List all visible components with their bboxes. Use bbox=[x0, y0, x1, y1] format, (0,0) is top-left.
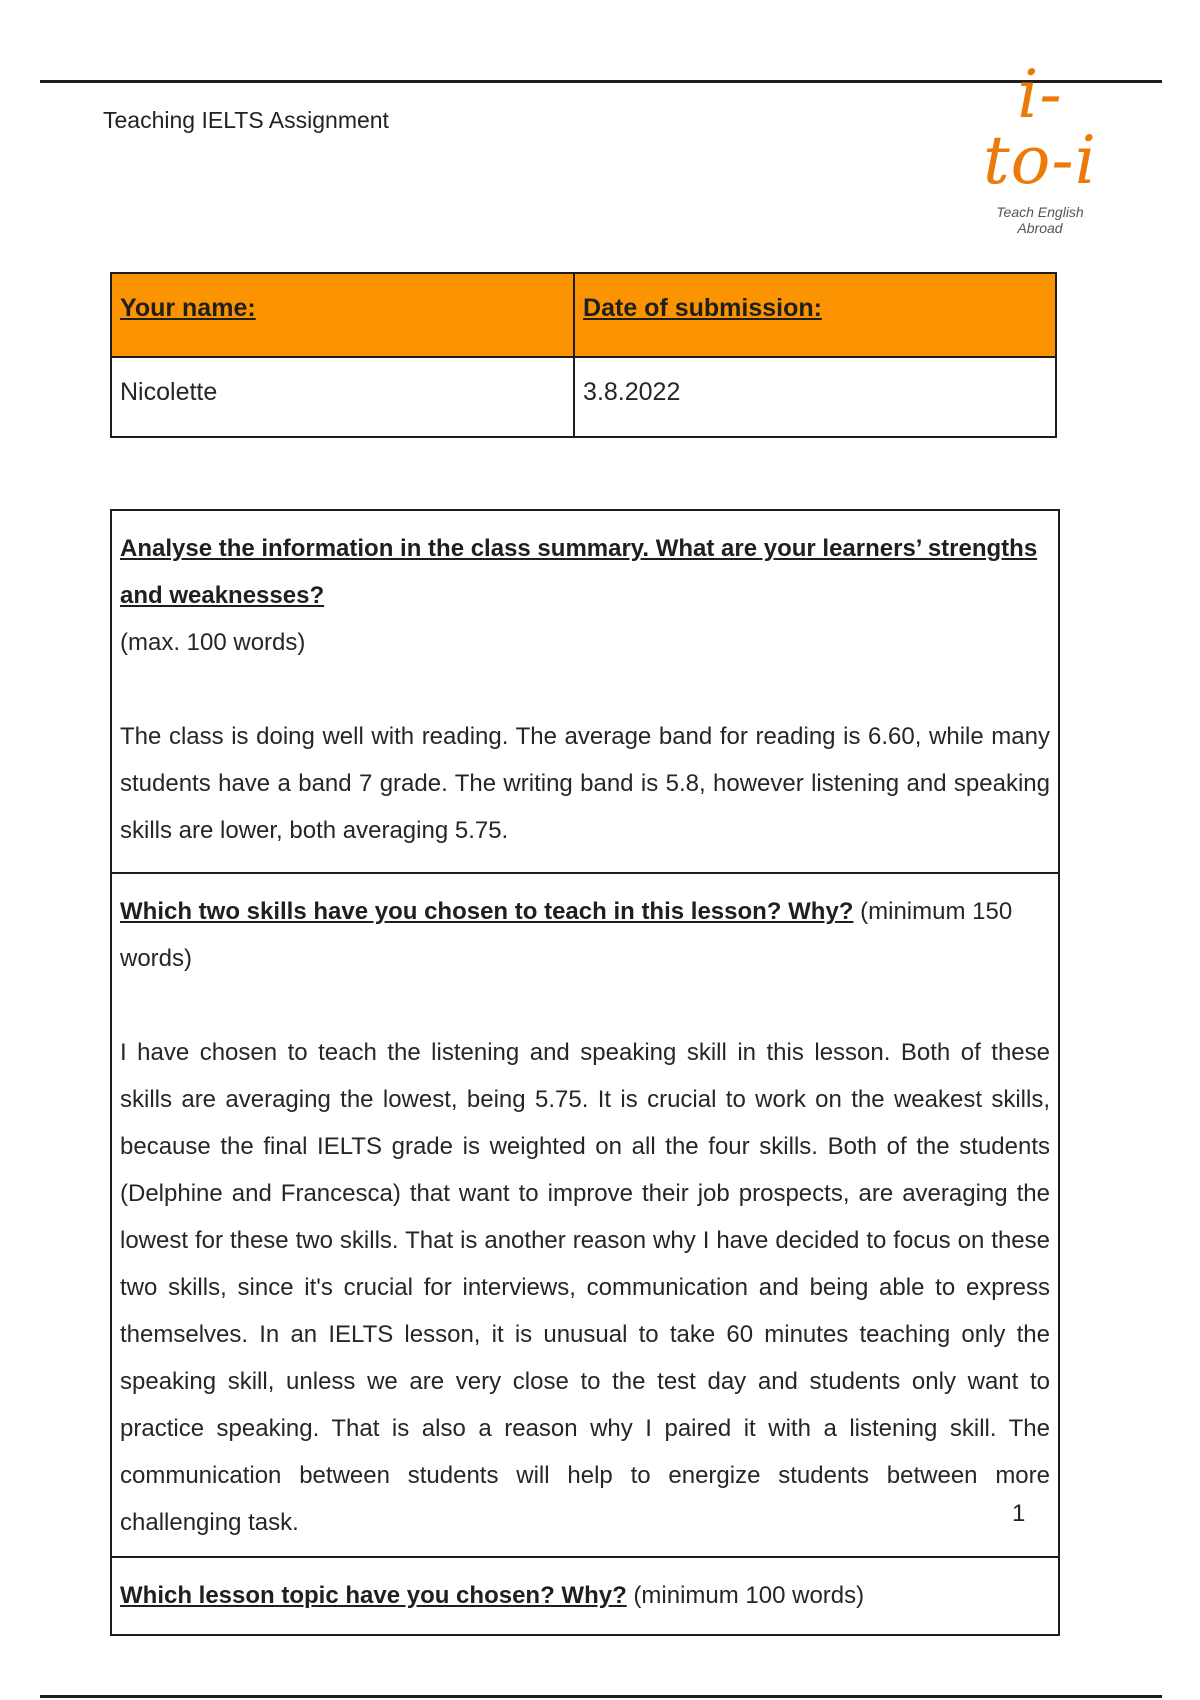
logo-tagline: Teach English Abroad bbox=[996, 204, 1084, 236]
question-2-note: (minimum 150 words) bbox=[120, 898, 1013, 972]
logo-mark: i-to-i bbox=[983, 56, 1097, 199]
date-label-cell bbox=[574, 273, 1056, 357]
name-value: Nicolette bbox=[111, 357, 574, 437]
name-label: Your name: bbox=[120, 294, 256, 322]
question-cell-3 bbox=[111, 1557, 1059, 1635]
question-3-note: (minimum 100 words) bbox=[633, 1582, 865, 1609]
info-header-row bbox=[111, 273, 1056, 357]
date-label: Date of submission: bbox=[583, 294, 822, 322]
question-row-3 bbox=[111, 1557, 1059, 1635]
question-3-prompt: Which lesson topic have you chosen? Why? bbox=[120, 1582, 627, 1609]
question-1-prompt: Analyse the information in the class summary. What are your learners’ strengths and weaknesses? bbox=[120, 535, 1038, 609]
question-2-prompt: Which two skills have you chosen to teach in this lesson? Why? bbox=[120, 898, 854, 925]
question-1-note: (max. 100 words) bbox=[120, 629, 306, 656]
assignment-questions-table bbox=[110, 509, 1060, 1636]
question-cell-1 bbox=[111, 510, 1059, 873]
question-1-answer: The class is doing well with reading. The average band for reading is 6.60, while many students have a band 7 grade. The writing band is 5.8, however listening and speaking skills are lower, both averaging 5.75. bbox=[120, 723, 1050, 844]
question-cell-2 bbox=[111, 873, 1059, 1557]
question-row-1 bbox=[111, 510, 1059, 873]
bottom-rule bbox=[40, 1695, 1162, 1698]
i-to-i-logo bbox=[975, 56, 1105, 236]
document-title: Teaching IELTS Assignment bbox=[103, 107, 389, 133]
info-value-row bbox=[111, 357, 1056, 437]
name-label-cell bbox=[111, 273, 574, 357]
date-value: 3.8.2022 bbox=[574, 357, 1056, 437]
page-number: 1 bbox=[1012, 1500, 1026, 1527]
submission-info-table bbox=[110, 272, 1057, 438]
question-row-2 bbox=[111, 873, 1059, 1557]
question-2-answer: I have chosen to teach the listening and speaking skill in this lesson. Both of these skills are averaging the lowest, being 5.75. It is crucial to work on the weakest skills, because the final IELTS grade is weighted on all the four skills. Both of the students (Delphine and Francesca) that want to improve their job prospects, are averaging the lowest for these two skills. That is another reason why I have decided to focus on these two skills, since it's crucial for interviews, communication and being able to express themselves. In an IELTS lesson, it is unusual to take 60 minutes teaching only the speaking skill, unless we are very close to the test day and students only want to practice speaking. That is also a reason why I paired it with a listening skill. The communication between students will help to energize students between more challenging task. bbox=[120, 1039, 1050, 1536]
